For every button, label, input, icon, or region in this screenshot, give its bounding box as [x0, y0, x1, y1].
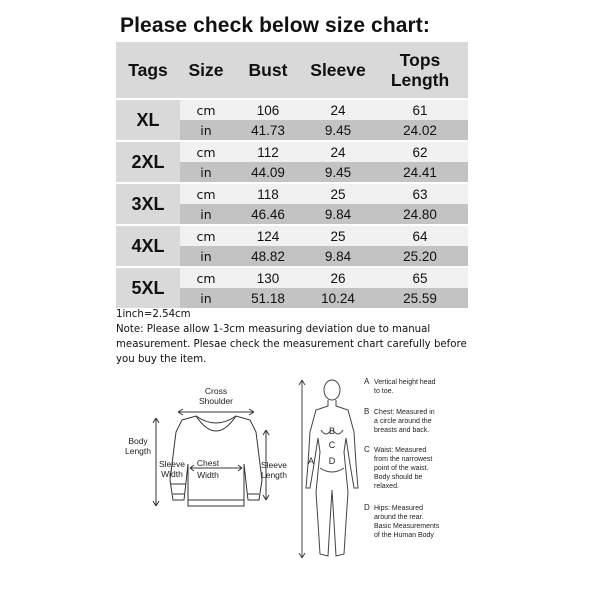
table-row: [116, 267, 468, 288]
chest-width-label: Chest: [196, 458, 220, 468]
header-tags: Tags: [116, 42, 180, 99]
marker-d: D: [328, 456, 336, 466]
legend-text: relaxed.: [374, 483, 399, 490]
sleeve-cell: 25: [304, 225, 372, 246]
length-cell: 24.02: [372, 120, 468, 141]
sleeve-cell: 9.84: [304, 246, 372, 267]
body-legend: [364, 377, 440, 539]
length-cell: 25.20: [372, 246, 468, 267]
legend-text: Body should be: [374, 474, 423, 481]
note-line: you buy the item.: [116, 354, 207, 365]
marker-b: B: [328, 426, 336, 436]
length-cell: 64: [372, 225, 468, 246]
unit-cell: cm: [180, 225, 232, 246]
unit-cell: cm: [180, 99, 232, 120]
length-cell: 24.41: [372, 162, 468, 183]
bust-cell: 106: [232, 99, 304, 120]
legend-text: to toe.: [374, 388, 394, 395]
bust-cell: 46.46: [232, 204, 304, 225]
length-cell: 62: [372, 141, 468, 162]
legend-text: from the narrowest: [374, 456, 433, 463]
size-chart-table: [116, 42, 468, 310]
bust-cell: 41.73: [232, 120, 304, 141]
bust-cell: 44.09: [232, 162, 304, 183]
sleeve-width-label: Width: [161, 469, 183, 479]
figure-body-outline: [306, 400, 358, 556]
legend-letter: D: [364, 503, 370, 512]
note-line: measurement. Plesae check the measurement chart carefully before: [116, 339, 467, 350]
length-cell: 61: [372, 99, 468, 120]
size-tag: 5XL: [116, 267, 180, 309]
unit-cell: cm: [180, 267, 232, 288]
sleeve-width-label: Sleeve: [159, 459, 185, 469]
page-title: Please check below size chart:: [120, 14, 430, 37]
sleeve-cell: 10.24: [304, 288, 372, 309]
garment-labels: [125, 386, 287, 480]
legend-text: around the rear.: [374, 514, 424, 521]
cross-shoulder-label: Shoulder: [198, 396, 234, 406]
marker-c: C: [328, 440, 336, 450]
header-size: Size: [180, 42, 232, 99]
bust-cell: 112: [232, 141, 304, 162]
sleeve-cell: 24: [304, 141, 372, 162]
legend-text: Chest: Measured in: [374, 409, 435, 416]
unit-cell: in: [180, 288, 232, 309]
measurement-diagram: [116, 372, 476, 572]
body-length-label: Body: [128, 436, 148, 446]
legend-letter: A: [364, 377, 370, 386]
table-row: [116, 141, 468, 162]
sleeve-length-label: Length: [261, 470, 287, 480]
length-cell: 24.80: [372, 204, 468, 225]
table-row: [116, 183, 468, 204]
bust-cell: 48.82: [232, 246, 304, 267]
sleeve-cell: 26: [304, 267, 372, 288]
legend-text: a circle around the: [374, 418, 432, 425]
sleeve-cell: 9.45: [304, 120, 372, 141]
note-line: Note: Please allow 1-3cm measuring deviation due to manual: [116, 324, 431, 335]
bust-cell: 51.18: [232, 288, 304, 309]
sleeve-length-label: Sleeve: [261, 460, 287, 470]
bust-cell: 124: [232, 225, 304, 246]
figure-head: [324, 380, 340, 400]
legend-text: Waist: Measured: [374, 447, 427, 454]
sleeve-cell: 24: [304, 99, 372, 120]
legend-text: Basic Measurements: [374, 523, 440, 530]
unit-cell: in: [180, 204, 232, 225]
chest-width-label: Width: [197, 470, 219, 480]
marker-a: A: [307, 456, 315, 466]
sleeve-cell: 25: [304, 183, 372, 204]
length-cell: 63: [372, 183, 468, 204]
unit-cell: cm: [180, 141, 232, 162]
figure-hips: [320, 468, 344, 472]
notes-block: [116, 307, 476, 367]
cross-shoulder-label: Cross: [204, 386, 228, 396]
table-header-row: [116, 42, 468, 99]
bust-cell: 130: [232, 267, 304, 288]
unit-cell: in: [180, 120, 232, 141]
header-tops-length: Tops Length: [372, 42, 468, 99]
unit-cell: in: [180, 162, 232, 183]
unit-cell: cm: [180, 183, 232, 204]
size-tag: 3XL: [116, 183, 180, 225]
table-row: [116, 99, 468, 120]
size-tag: 4XL: [116, 225, 180, 267]
legend-text: Hips: Measured: [374, 505, 424, 512]
sleeve-cell: 9.45: [304, 162, 372, 183]
legend-text: Vertical height head: [374, 379, 436, 386]
conversion-note: 1inch=2.54cm: [116, 309, 191, 320]
legend-letter: C: [364, 445, 370, 454]
size-tag: XL: [116, 99, 180, 141]
legend-letter: B: [364, 407, 370, 416]
size-tag: 2XL: [116, 141, 180, 183]
legend-text: breasts and back.: [374, 427, 430, 434]
human-figure: [299, 380, 358, 558]
bust-cell: 118: [232, 183, 304, 204]
length-cell: 65: [372, 267, 468, 288]
legend-text: point of the waist.: [374, 465, 429, 472]
sleeve-cell: 9.84: [304, 204, 372, 225]
table-row: [116, 225, 468, 246]
header-sleeve: Sleeve: [304, 42, 372, 99]
body-length-label: Length: [125, 446, 151, 456]
unit-cell: in: [180, 246, 232, 267]
length-cell: 25.59: [372, 288, 468, 309]
legend-text: of the Human Body: [374, 532, 434, 539]
header-bust: Bust: [232, 42, 304, 99]
